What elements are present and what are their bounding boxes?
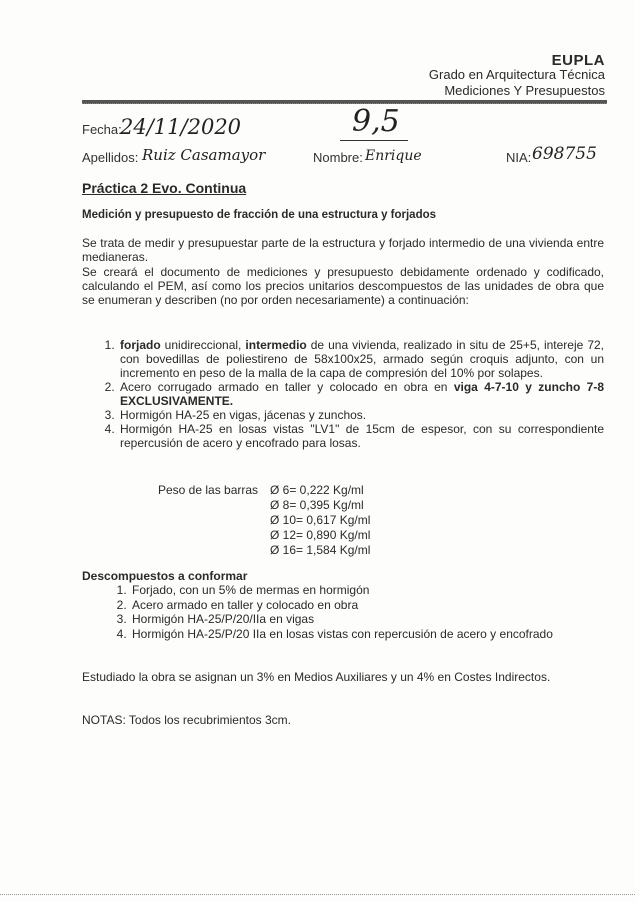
list-item: 1. Forjado, con un 5% de mermas en hormigón (130, 583, 604, 598)
weight-row: Ø 12= 0,890 Kg/ml (270, 528, 371, 542)
list-item: 3. Hormigón HA-25/P/20/IIa en vigas (130, 612, 604, 627)
intro-paragraph: Se trata de medir y presupuestar parte de la estructura y forjado intermedio de una vivienda entre medianeras. (82, 236, 604, 264)
list-item: 3. Hormigón HA-25 en vigas, jácenas y zunchos. (118, 408, 604, 422)
item-text: Acero corrugado armado en taller y colocado en obra en (120, 380, 454, 394)
weight-row: Ø 16= 1,584 Kg/ml (270, 543, 371, 557)
list-item (118, 338, 604, 380)
work-units-list (96, 338, 604, 450)
weight-row: Ø 8= 0,395 Kg/ml (270, 498, 364, 512)
page-subtitle: Medición y presupuesto de fracción de una estructura y forjados (82, 209, 437, 221)
list-item (118, 380, 604, 408)
weights-table (270, 483, 370, 558)
item-bold: intermedio (245, 338, 307, 352)
list-item: 4. Hormigón HA-25 en losas vistas "LV1" de 15cm de espesor, con su correspondiente repercusión de acero y encofrado para losas. (118, 422, 604, 450)
notes: NOTAS: Todos los recubrimientos 3cm. (82, 713, 291, 727)
degree-name: Grado en Arquitectura Técnica (428, 67, 605, 82)
school-name: EUPLA (551, 52, 605, 69)
list-item: 4. Hormigón HA-25/P/20 IIa en losas vistas con repercusión de acero y encofrado (130, 627, 604, 642)
scan-bottom-edge (0, 893, 635, 895)
page-title: Práctica 2 Evo. Continua (82, 180, 247, 196)
weight-row: Ø 10= 0,617 Kg/ml (270, 513, 371, 527)
instructions-paragraph: Se creará el documento de mediciones y presupuesto debidamente ordenado y codificado, calculando el PEM, así como los precios unitarios descompuestos de las unidades de obra que se enumeran y describen (no por orden necesariamente) a continuación: (82, 265, 604, 307)
descompuestos-title: Descompuestos a conformar (82, 569, 248, 583)
grade-mark: 9,5 (352, 104, 400, 139)
item-bold: viga 4-7-10 y zuncho 7-8 EXCLUSIVAMENTE. (120, 380, 604, 408)
item-bold: forjado (120, 338, 161, 352)
nia-value: 698755 (532, 144, 597, 164)
weight-row: Ø 6= 0,222 Kg/ml (270, 483, 364, 497)
list-item: 2. Acero armado en taller y colocado en obra (130, 598, 604, 613)
nombre-value: Enrique (365, 148, 422, 164)
grade-underline (340, 140, 408, 141)
nombre-label: Nombre: (313, 150, 363, 165)
apellidos-label: Apellidos: (82, 150, 139, 165)
item-text: unidireccional, (160, 338, 246, 352)
costs-note: Estudiado la obra se asignan un 3% en Medios Auxiliares y un 4% en Costes Indirectos. (82, 670, 551, 684)
descompuestos-list (110, 583, 604, 641)
weights-label: Peso de las barras (158, 483, 259, 497)
fecha-label: Fecha: (82, 122, 122, 137)
nia-label: NIA: (506, 150, 532, 165)
apellidos-value: Ruiz Casamayor (142, 146, 266, 164)
course-name: Mediciones Y Presupuestos (444, 83, 605, 98)
fecha-value: 24/11/2020 (120, 115, 242, 139)
item-text: de una vivienda, realizado in situ de 25+5, intereje 72, con bovedillas de poliestireno de 58x100x25, armado según croquis adjunto, con un incremento en peso de la malla de la capa de compresión del 10% por solapes. (120, 338, 604, 380)
header-rule (82, 100, 607, 104)
